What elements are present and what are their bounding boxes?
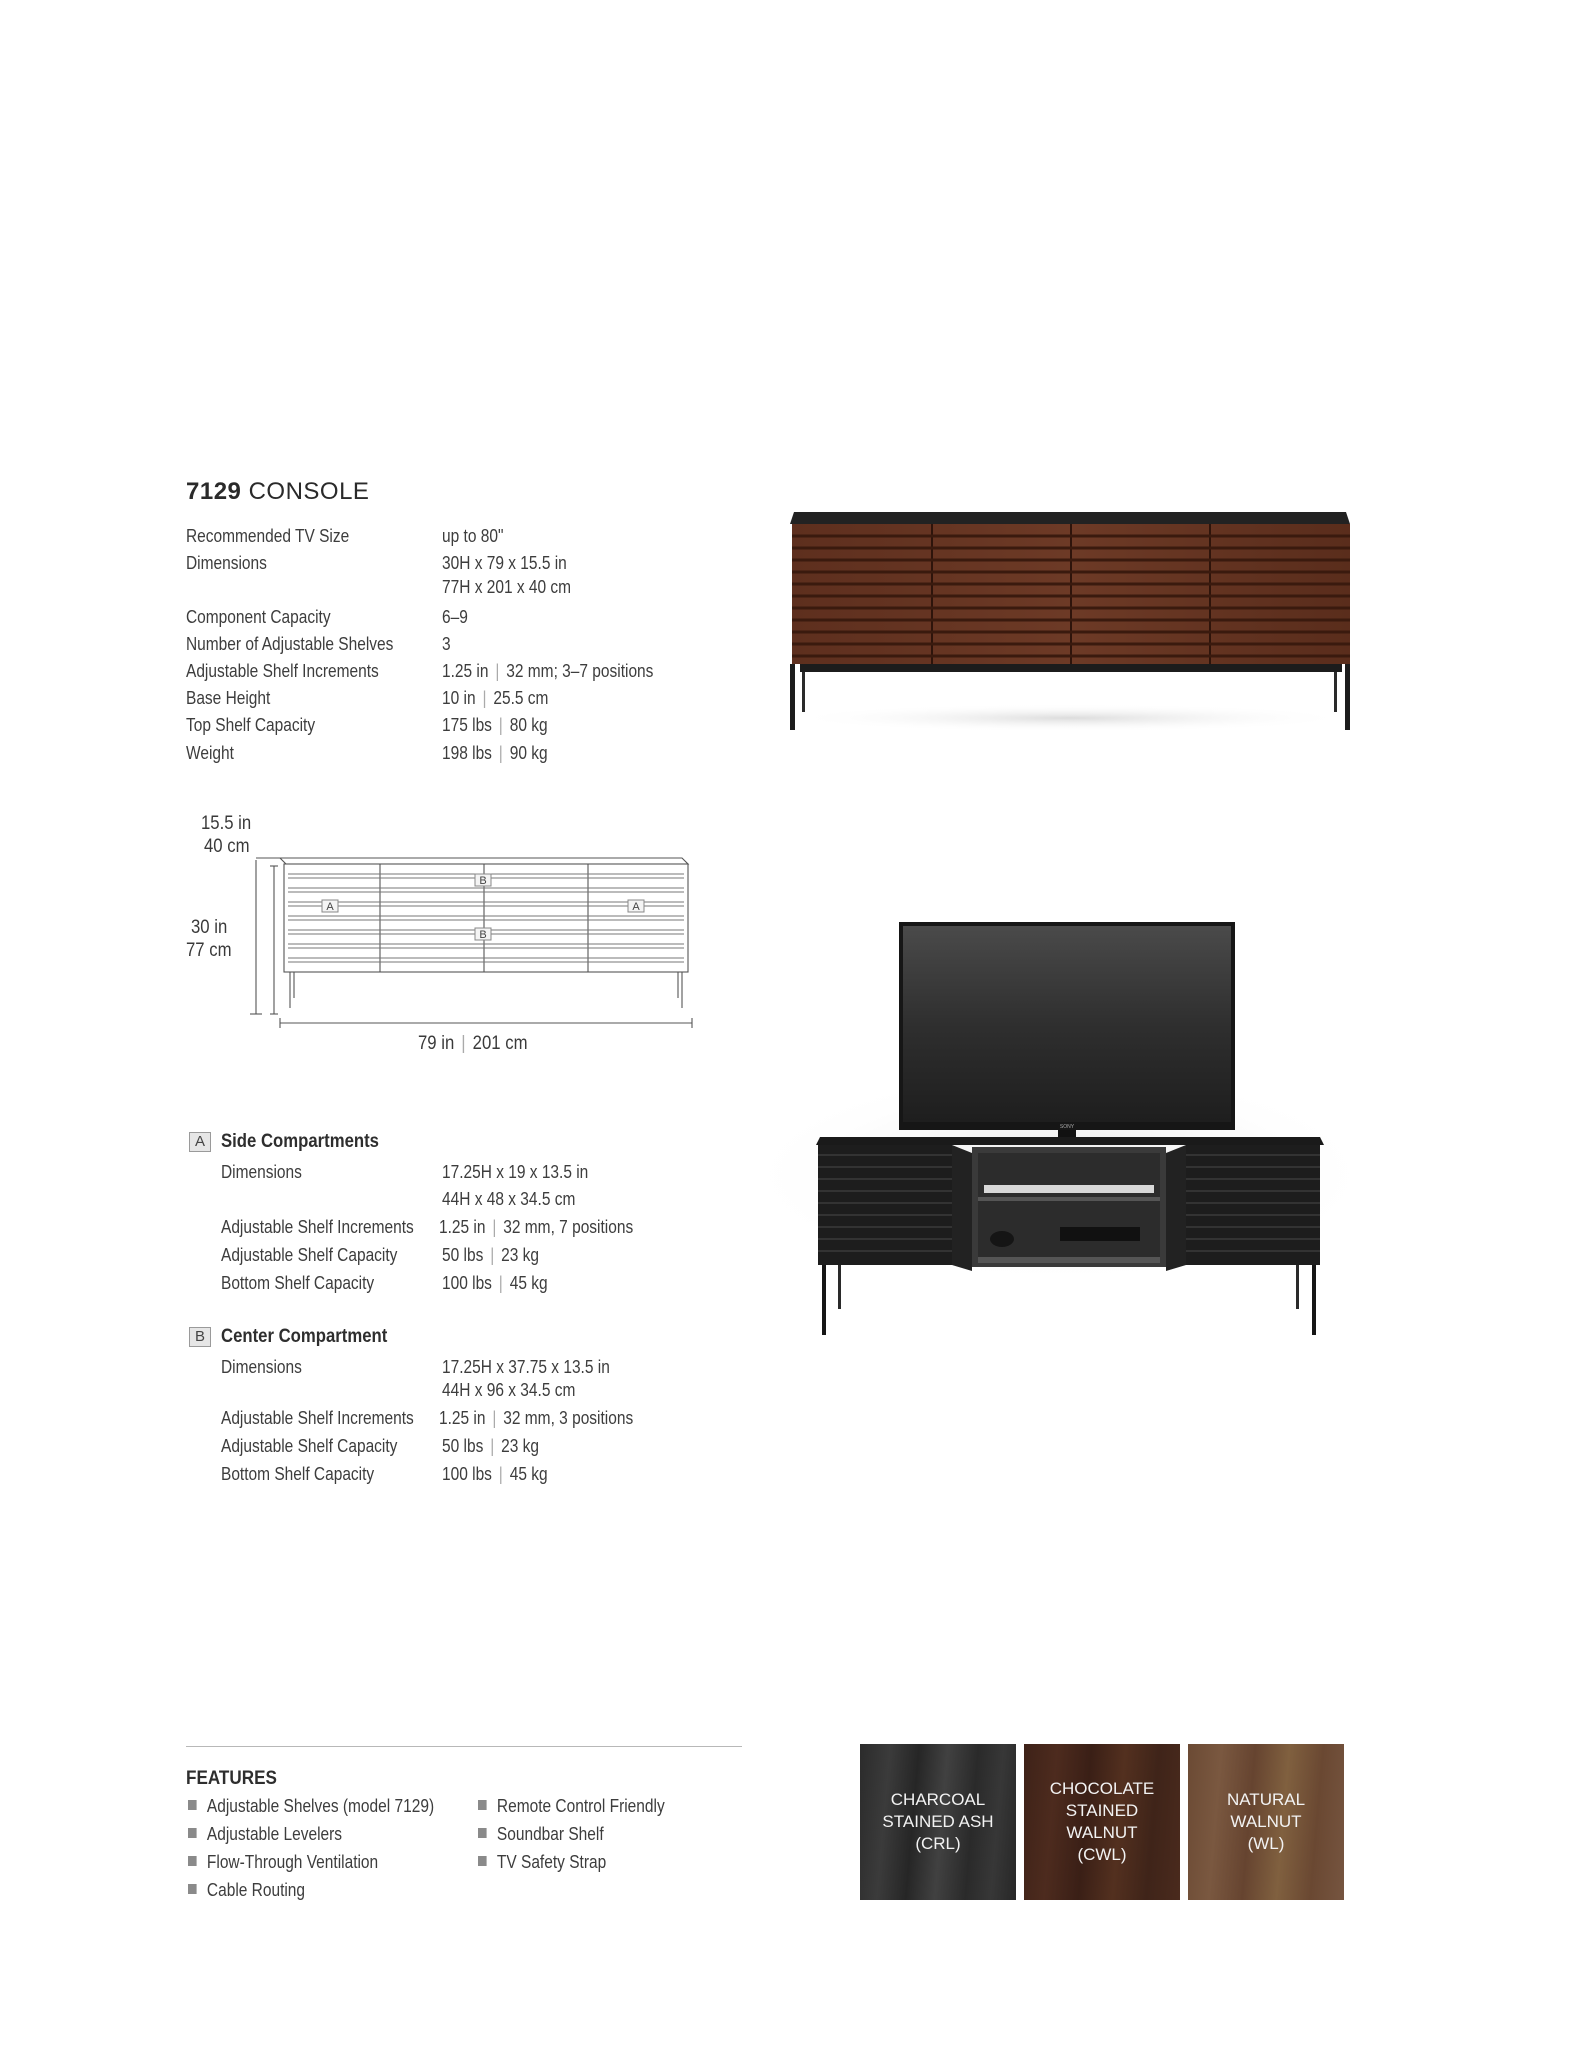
finish-label: NATURAL WALNUT (WL) [1226, 1790, 1306, 1853]
features-heading: FEATURES [186, 1768, 277, 1789]
center-dim-label: Dimensions [221, 1357, 302, 1377]
side-dim-cm: 44H x 48 x 34.5 cm [442, 1189, 576, 1209]
bullet-square-icon [478, 1800, 487, 1810]
center-compartment-heading: Center Compartment [221, 1326, 388, 1347]
finish-label: CHARCOAL STAINED ASH (CRL) [882, 1790, 994, 1853]
spec-value-dimensions-in: 30H x 79 x 15.5 in [442, 553, 567, 573]
product-number: 7129 [186, 478, 242, 505]
bullet-square-icon [188, 1800, 197, 1810]
spec-value-base-height: 10 in | 25.5 cm [442, 688, 549, 708]
tv-brand-logo: SONY [1059, 1124, 1075, 1130]
spec-label-adjustable-shelves: Number of Adjustable Shelves [186, 634, 394, 654]
side-dim-in: 17.25H x 19 x 13.5 in [442, 1162, 589, 1182]
spec-value-shelf-increments: 1.25 in | 32 mm; 3–7 positions [442, 661, 654, 681]
feature-item: Remote Control Friendly [478, 1796, 665, 1817]
center-bot-label: Bottom Shelf Capacity [221, 1464, 375, 1484]
bullet-square-icon [188, 1828, 197, 1838]
bullet-square-icon [188, 1856, 197, 1866]
spec-label-dimensions: Dimensions [186, 553, 267, 573]
center-adj-label: Adjustable Shelf Capacity [221, 1436, 398, 1456]
console-line-drawing [250, 848, 695, 1038]
width-label: 79 in | 201 cm [418, 1033, 528, 1054]
depth-cm-label: 40 cm [204, 836, 250, 857]
center-adj-value: 50 lbs | 23 kg [442, 1436, 539, 1456]
height-cm-label: 77 cm [186, 940, 232, 961]
side-dim-label: Dimensions [221, 1162, 302, 1182]
feature-item: Adjustable Levelers [188, 1824, 342, 1845]
spec-value-top-shelf-capacity: 175 lbs | 80 kg [442, 715, 548, 735]
side-bot-label: Bottom Shelf Capacity [221, 1273, 375, 1293]
spec-label-tv-size: Recommended TV Size [186, 526, 350, 546]
side-adj-value: 50 lbs | 23 kg [442, 1245, 539, 1265]
bullet-square-icon [188, 1884, 197, 1894]
side-compartments-heading: Side Compartments [221, 1131, 379, 1152]
console-photo-walnut [780, 500, 1360, 750]
spec-value-component-capacity: 6–9 [442, 607, 468, 627]
product-name: CONSOLE [248, 478, 370, 505]
product-title [186, 478, 369, 506]
marker-b-top: B [479, 875, 487, 887]
marker-a-left: A [326, 901, 334, 913]
finish-swatch-charcoal [860, 1744, 1016, 1900]
spec-label-base-height: Base Height [186, 688, 271, 708]
side-inc-value: 1.25 in | 32 mm, 7 positions [439, 1217, 634, 1237]
finish-label: CHOCOLATE STAINED WALNUT (CWL) [1049, 1779, 1155, 1864]
center-inc-value: 1.25 in | 32 mm, 3 positions [439, 1408, 634, 1428]
spec-label-top-shelf-capacity: Top Shelf Capacity [186, 715, 316, 735]
badge-a: A [189, 1132, 211, 1152]
side-adj-label: Adjustable Shelf Capacity [221, 1245, 398, 1265]
spec-label-component-capacity: Component Capacity [186, 607, 331, 627]
feature-item: Cable Routing [188, 1880, 305, 1901]
spec-value-weight: 198 lbs | 90 kg [442, 743, 548, 763]
spec-value-adjustable-shelves: 3 [442, 634, 451, 654]
side-bot-value: 100 lbs | 45 kg [442, 1273, 548, 1293]
depth-in-label: 15.5 in [201, 813, 252, 834]
marker-b-bottom: B [479, 929, 487, 941]
center-inc-label: Adjustable Shelf Increments [221, 1408, 414, 1428]
feature-item: Soundbar Shelf [478, 1824, 604, 1845]
spec-value-tv-size: up to 80" [442, 526, 504, 546]
spec-value-dimensions-cm: 77H x 201 x 40 cm [442, 577, 572, 597]
bullet-square-icon [478, 1856, 487, 1866]
console-photo-with-tv [740, 915, 1380, 1345]
badge-b: B [189, 1327, 211, 1347]
side-inc-label: Adjustable Shelf Increments [221, 1217, 414, 1237]
spec-label-weight: Weight [186, 743, 234, 763]
bullet-square-icon [478, 1828, 487, 1838]
feature-item: Flow-Through Ventilation [188, 1852, 378, 1873]
center-dim-in: 17.25H x 37.75 x 13.5 in [442, 1357, 610, 1377]
feature-item: Adjustable Shelves (model 7129) [188, 1796, 434, 1817]
center-bot-value: 100 lbs | 45 kg [442, 1464, 548, 1484]
feature-item: TV Safety Strap [478, 1852, 606, 1873]
finish-swatch-chocolate [1024, 1744, 1180, 1900]
height-in-label: 30 in [191, 917, 228, 938]
features-divider [186, 1746, 742, 1747]
center-dim-cm: 44H x 96 x 34.5 cm [442, 1380, 576, 1400]
marker-a-right: A [632, 901, 640, 913]
spec-label-shelf-increments: Adjustable Shelf Increments [186, 661, 379, 681]
finish-swatch-natural [1188, 1744, 1344, 1900]
